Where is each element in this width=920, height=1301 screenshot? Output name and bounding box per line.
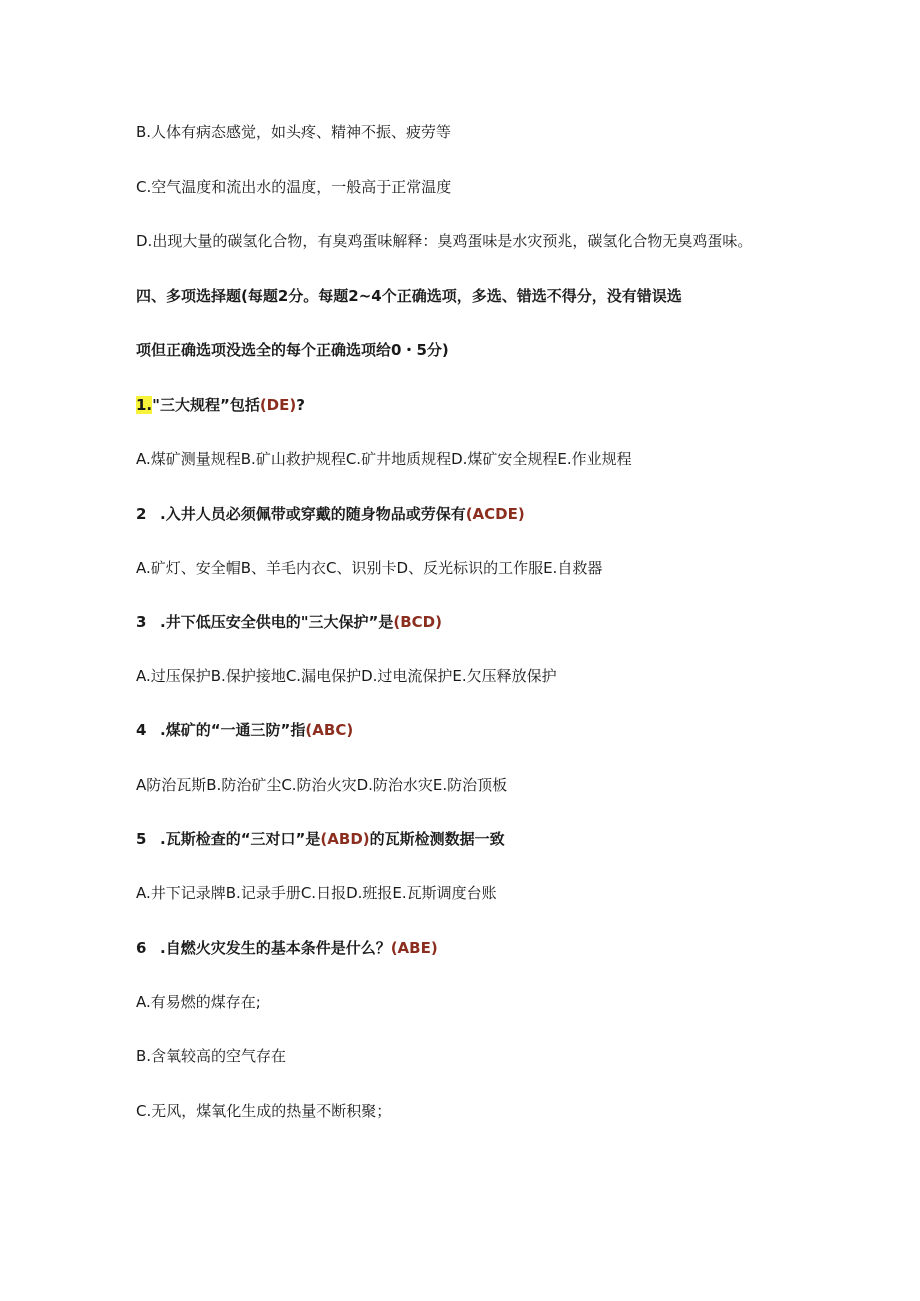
question-number: 4	[136, 721, 147, 739]
question-number: 6	[136, 939, 147, 957]
question-2	[136, 503, 900, 525]
question-text: .入井人员必须佩带或穿戴的随身物品或劳保有	[160, 505, 466, 523]
section-heading-line2: 项但正确选项没选全的每个正确选项给0・5分)	[136, 341, 449, 359]
prev-option-d: D.出现大量的碳氢化合物，有臭鸡蛋味解释：臭鸡蛋味是水灾预兆，碳氢化合物无臭鸡蛋味。	[136, 232, 753, 250]
question-text: .瓦斯检查的“三对口”是	[160, 830, 321, 848]
question-text: .井下低压安全供电的"三大保护”是	[160, 613, 394, 631]
question-1	[136, 394, 900, 416]
question-answer: (ABD)	[320, 830, 370, 848]
question-number: 5	[136, 830, 147, 848]
question-3-options: A.过压保护B.保护接地C.漏电保护D.过电流保护E.欠压释放保护	[136, 667, 557, 685]
question-4-options: A防治瓦斯B.防治矿尘C.防治火灾D.防治水灾E.防治顶板	[136, 776, 508, 794]
question-number: 2	[136, 505, 147, 523]
prev-option-b: B.人体有病态感觉，如头疼、精神不振、疲劳等	[136, 123, 452, 141]
question-answer: (ACDE)	[465, 505, 525, 523]
question-text: .煤矿的“一通三防”指	[160, 721, 306, 739]
question-answer: (ABC)	[305, 721, 354, 739]
question-answer: (BCD)	[393, 613, 442, 631]
question-suffix: 的瓦斯检测数据一致	[369, 830, 505, 848]
question-1-options: A.煤矿测量规程B.矿山救护规程C.矿井地质规程D.煤矿安全规程E.作业规程	[136, 450, 632, 468]
question-6-option-a: A.有易燃的煤存在;	[136, 993, 261, 1011]
question-number: 1.	[136, 396, 153, 414]
question-6-option-b: B.含氧较高的空气存在	[136, 1047, 287, 1065]
question-text: .自燃火灾发生的基本条件是什么？	[160, 939, 391, 957]
question-number: 3	[136, 613, 147, 631]
question-2-options: A.矿灯、安全帽B、羊毛内衣C、识别卡D、反光标识的工作服E.自救器	[136, 559, 603, 577]
question-suffix: ?	[296, 396, 305, 414]
question-4	[136, 719, 900, 741]
question-5	[136, 828, 900, 850]
question-5-options: A.井下记录牌B.记录手册C.日报D.班报E.瓦斯调度台账	[136, 884, 497, 902]
question-answer: (ABE)	[390, 939, 438, 957]
question-answer: (DE)	[259, 396, 297, 414]
question-6-option-c: C.无风，煤氧化生成的热量不断积聚；	[136, 1102, 392, 1120]
section-heading-line1: 四、多项选择题(每题2分。每题2~4个正确选项，多选、错选不得分，没有错误选	[136, 287, 682, 305]
question-6	[136, 937, 900, 959]
question-3	[136, 611, 900, 633]
prev-option-c: C.空气温度和流出水的温度，一般高于正常温度	[136, 178, 452, 196]
question-text: "三大规程”包括	[152, 396, 260, 414]
